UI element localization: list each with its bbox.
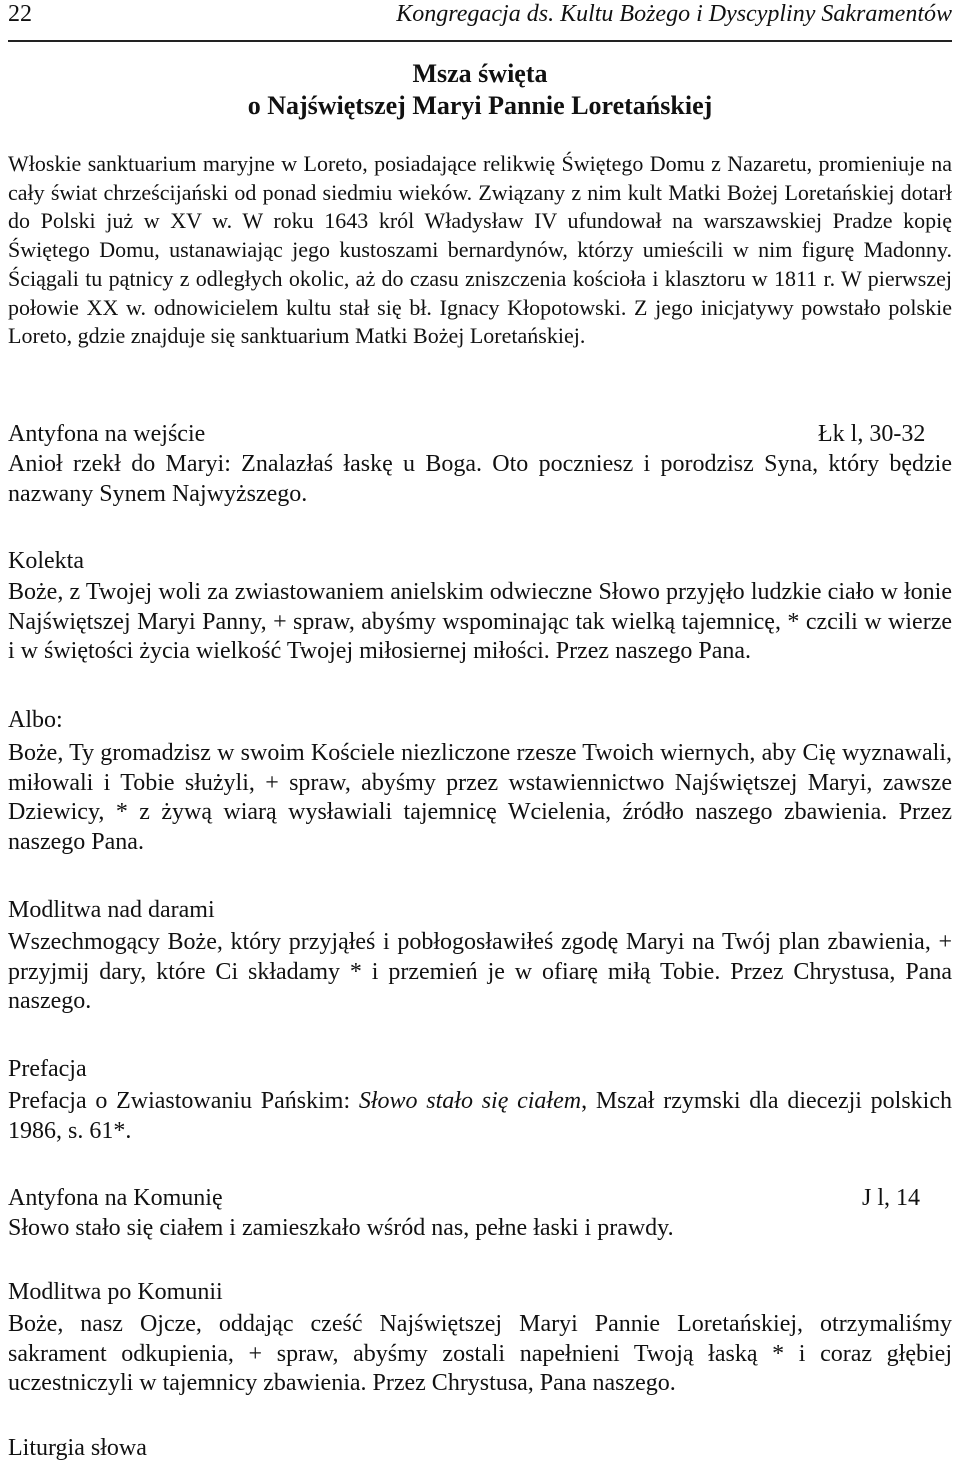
intro-paragraph: Włoskie sanktuarium maryjne w Loreto, posiadające relikwię Świętego Domu z Nazaretu, promieniuje na cały świat chrześcijański od ponad siedmiu wieków. Związany z nim kult Matki Bożej Loretańskiej dotarł do Polski już w XV w. W roku 1643 król Władysław IV ufundował na warszawskiej Pradze kopię Świętego Domu, ustanawiając jego kustoszami bernardynów, którzy umieścili w nim figurę Madonny. Ściągali tu pątnicy z odległych okolic, aż do czasu zniszczenia kościoła i klasztoru w 1811 r. W pierwszej połowie XX w. odnowicielem kultu stał się bł. Ignacy Kłopotowski. Z jego inicjatywy powstało polskie Loreto, gdzie znajduje się sanktuarium Matki Bożej Loretańskiej. bbox=[8, 151, 952, 349]
communion-antiphon-text: Słowo stało się ciałem i zamieszkało wśród nas, pełne łaski i prawdy. bbox=[8, 1215, 674, 1241]
post-communion-text: Boże, nasz Ojcze, oddając cześć Najświętszej Maryi Pannie Loretańskiej, otrzymaliśmy sakrament odkupienia, + spraw, abyśmy zostali napełnieni Twoją łaską * i coraz głębiej uczestniczyli w tajemnicy zbawienia. Przez Chrystusa, Pana naszego. bbox=[8, 1311, 952, 1397]
preface-text-after: , Mszał rzymski dla diecezji polskich 1986, s. 61*. bbox=[8, 1088, 952, 1144]
post-communion-heading: Modlitwa po Komunii bbox=[8, 1279, 223, 1305]
preface-text-before: Prefacja o Zwiastowaniu Pańskim: bbox=[8, 1088, 359, 1114]
entrance-antiphon-label: Antyfona na wejście bbox=[8, 421, 206, 447]
entrance-antiphon-reference: Łk l, 30-32 bbox=[818, 421, 926, 447]
offerings-heading: Modlitwa nad darami bbox=[8, 897, 215, 923]
liturgy-of-word-heading: Liturgia słowa bbox=[8, 1435, 147, 1461]
mass-title: Msza święta bbox=[412, 59, 548, 88]
communion-antiphon-label: Antyfona na Komunię bbox=[8, 1185, 223, 1211]
collect-text: Boże, z Twojej woli za zwiastowaniem anielskim odwieczne Słowo przyjęło ludzkie ciało w łonie Najświętszej Maryi Panny, + spraw, abyśmy wspominając tak wielką tajemnicę, * czcili w wierze i w świętości życia wielkość Twojej miłosiernej miłości. Przez naszego Pana. bbox=[8, 579, 952, 665]
entrance-antiphon-heading bbox=[8, 419, 952, 449]
running-title: Kongregacja ds. Kultu Bożego i Dyscypliny Sakramentów bbox=[396, 1, 952, 27]
collect-heading: Kolekta bbox=[8, 548, 84, 574]
preface-text bbox=[8, 1087, 952, 1146]
header-rule bbox=[8, 40, 952, 42]
communion-antiphon-reference: J l, 14 bbox=[862, 1185, 921, 1211]
entrance-antiphon-text: Anioł rzekł do Maryi: Znalazłaś łaskę u Boga. Oto poczniesz i porodzisz Syna, który będzie nazwany Synem Najwyższego. bbox=[8, 451, 952, 507]
communion-antiphon-heading bbox=[8, 1183, 952, 1213]
preface-heading: Prefacja bbox=[8, 1056, 87, 1082]
mass-subtitle: o Najświętszej Maryi Pannie Loretańskiej bbox=[247, 91, 713, 120]
preface-text-italic: Słowo stało się ciałem bbox=[358, 1088, 582, 1114]
offerings-text: Wszechmogący Boże, który przyjąłeś i pobłogosławiłeś zgodę Maryi na Twój plan zbawienia, + przyjmij dary, które Ci składamy * i przemień je w ofiarę miłą Tobie. Przez Chrystusa, Pana naszego. bbox=[8, 929, 952, 1015]
collect-alternative-label: Albo: bbox=[8, 707, 63, 733]
collect-alternative-text: Boże, Ty gromadzisz w swoim Kościele niezliczone rzesze Twoich wiernych, aby Cię wyznawali, miłowali i Tobie służyli, + spraw, abyśmy przez wstawiennictwo Najświętszej Maryi, zawsze Dziewicy, * z żywą wiarą wysławiali tajemnicę Wcielenia, źródło naszego zbawienia. Przez naszego Pana. bbox=[8, 740, 952, 855]
page-number: 22 bbox=[8, 1, 32, 27]
page-header bbox=[8, 0, 952, 30]
